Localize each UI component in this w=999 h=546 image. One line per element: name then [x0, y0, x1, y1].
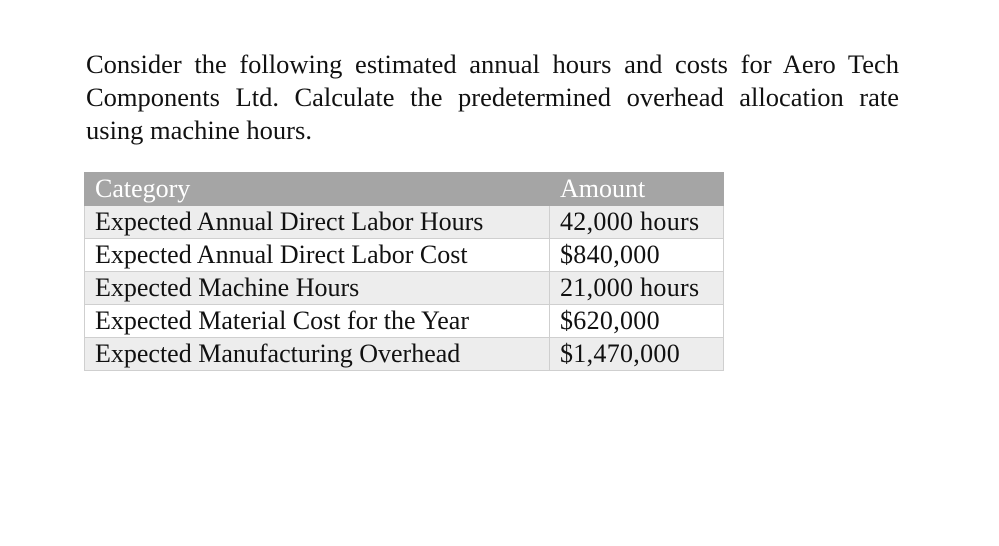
- header-amount: Amount: [550, 173, 724, 206]
- table-row: [85, 338, 724, 371]
- row-amount: 42,000 hours: [550, 206, 724, 239]
- table-row: [85, 305, 724, 338]
- table-row: [85, 272, 724, 305]
- row-category: Expected Material Cost for the Year: [85, 305, 550, 338]
- row-category: Expected Manufacturing Overhead: [85, 338, 550, 371]
- row-amount: $840,000: [550, 239, 724, 272]
- table-row: [85, 239, 724, 272]
- row-category: Expected Annual Direct Labor Cost: [85, 239, 550, 272]
- cost-table: [84, 172, 724, 371]
- row-amount: $1,470,000: [550, 338, 724, 371]
- table-header-row: [85, 173, 724, 206]
- table-row: [85, 206, 724, 239]
- row-amount: $620,000: [550, 305, 724, 338]
- row-amount: 21,000 hours: [550, 272, 724, 305]
- row-category: Expected Machine Hours: [85, 272, 550, 305]
- question-text: Consider the following estimated annual hours and costs for Aero Tech Components Ltd. Calculate the predetermined overhead allocation rate using machine hours.: [86, 49, 899, 145]
- row-category: Expected Annual Direct Labor Hours: [85, 206, 550, 239]
- header-category: Category: [85, 173, 550, 206]
